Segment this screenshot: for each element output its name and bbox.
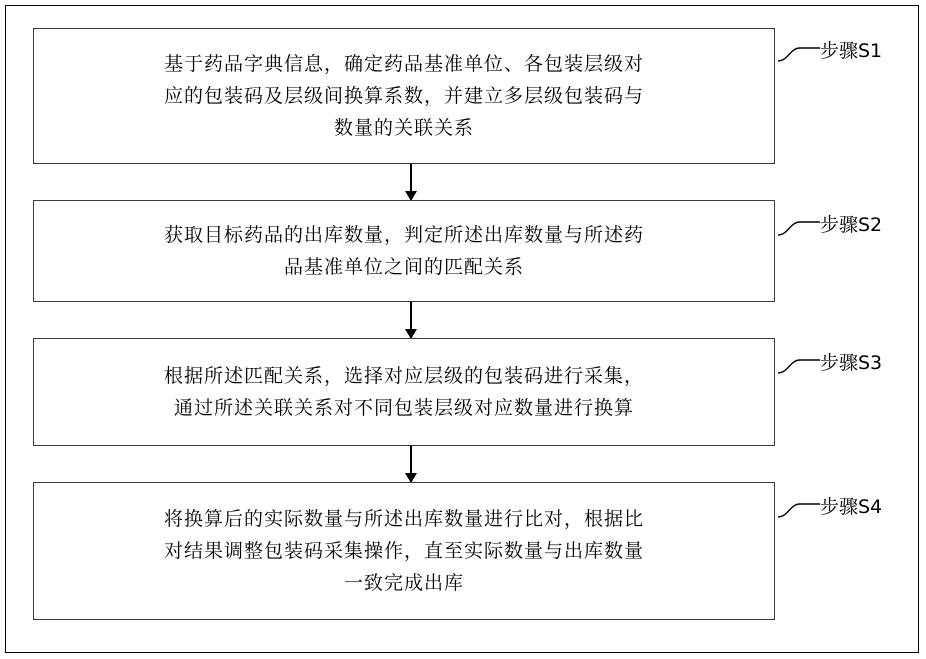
- step-label-s4: 步骤S4: [820, 496, 883, 518]
- step-text-s1: 基于药品字典信息，确定药品基准单位、各包装层级对 应的包装码及层级间换算系数，并建立多层级包装码与 数量的关联关系: [163, 53, 644, 139]
- step-label-s1: 步骤S1: [820, 40, 883, 62]
- arrow-s1-s2: [410, 164, 412, 200]
- step-text-s4: 将换算后的实际数量与所述出库数量进行比对，根据比 对结果调整包装码采集操作，直至实际数量与出库数量 一致完成出库: [163, 508, 644, 594]
- step-label-s3: 步骤S3: [820, 352, 883, 374]
- step-box-s3: [33, 338, 775, 446]
- arrow-s3-s4: [410, 446, 412, 482]
- step-text-s3: 根据所述匹配关系，选择对应层级的包装码进行采集， 通过所述关联关系对不同包装层级对应数量进行换算: [163, 365, 644, 419]
- step-label-s2: 步骤S2: [820, 214, 883, 236]
- arrow-s2-s3: [410, 302, 412, 338]
- step-box-s1: [33, 28, 775, 164]
- step-box-s4: [33, 482, 775, 620]
- step-box-s2: [33, 200, 775, 302]
- step-text-s2: 获取目标药品的出库数量，判定所述出库数量与所述药 品基准单位之间的匹配关系: [163, 224, 644, 278]
